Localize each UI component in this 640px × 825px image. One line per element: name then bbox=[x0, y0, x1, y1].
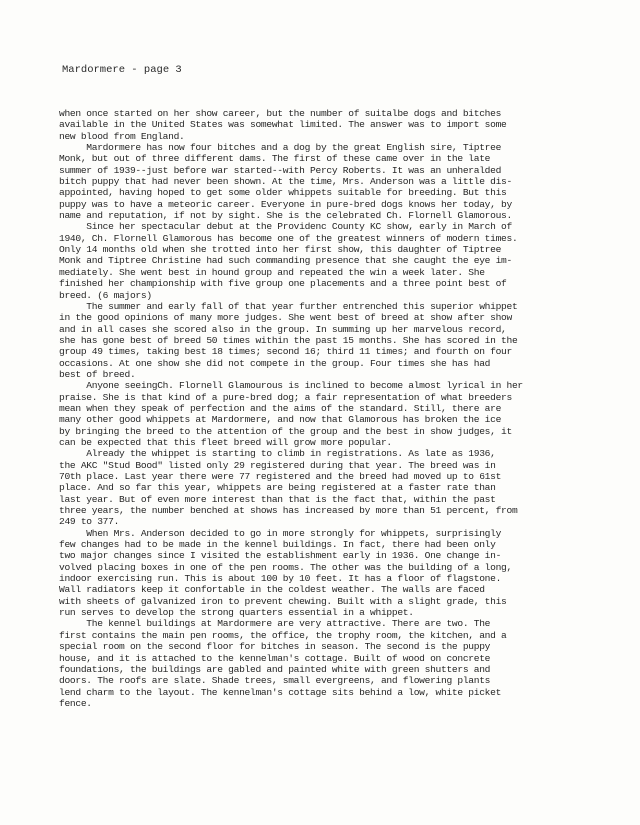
paragraph bbox=[59, 142, 589, 301]
text-line: in the good opinions of many more judges. She went best of breed at show after show bbox=[59, 312, 512, 324]
text-line: special room on the second floor for bitches in season. The second is the puppy bbox=[59, 641, 491, 653]
text-line: lend charm to the layout. The kennelman's cottage sits behind a low, white picket bbox=[59, 686, 502, 698]
text-line: three years, the number benched at shows has increased by more than 51 percent, from bbox=[59, 505, 518, 517]
text-line: Already the whippet is starting to climb in registrations. As late as 1936, bbox=[59, 448, 496, 460]
text-line: fence. bbox=[59, 697, 92, 709]
paragraph bbox=[59, 301, 589, 380]
text-line: bitch puppy that had never been shown. At the time, Mrs. Anderson was a little dis- bbox=[59, 176, 512, 188]
text-line: name and reputation, if not by sight. She is the celebrated Ch. Flornell Glamorous. bbox=[59, 210, 512, 222]
text-line: Only 14 months old when she trotted into her first show, this daughter of Tiptree bbox=[59, 244, 502, 256]
page-header: Mardormere - page 3 bbox=[62, 64, 182, 76]
text-line: mean when they speak of perfection and the aims of the standard. Still, there are bbox=[59, 402, 502, 414]
document-body bbox=[59, 108, 589, 709]
text-line: Anyone seeingCh. Flornell Glamourous is inclined to become almost lyrical in her bbox=[59, 380, 523, 392]
text-line: occasions. At one show she did not compete in the group. Four times she has had bbox=[59, 357, 491, 369]
text-line: 1940, Ch. Flornell Glamorous has become one of the greatest winners of modern times. bbox=[59, 232, 518, 244]
text-line: new blood from England. bbox=[59, 130, 185, 142]
text-line: appointed, having hoped to get some older whippets suitable for breeding. But this bbox=[59, 187, 507, 199]
text-line: by bringing the breed to the attention of the group and the best in show judges, it bbox=[59, 425, 512, 437]
text-line: Wall radiators keep it confortable in the coldest weather. The walls are faced bbox=[59, 584, 485, 596]
text-line: with sheets of galvanized iron to prevent chewing. Built with a slight grade, this bbox=[59, 595, 507, 607]
text-line: when once started on her show career, but the number of suitalbe dogs and bitches bbox=[59, 108, 502, 119]
text-line: and in all cases she scored also in the group. In summing up her marvelous record, bbox=[59, 323, 507, 335]
text-line: 249 to 377. bbox=[59, 516, 120, 528]
text-line: breed. (6 majors) bbox=[59, 289, 152, 301]
text-line: puppy was to have a meteoric career. Everyone in pure-bred dogs knows her today, by bbox=[59, 198, 512, 210]
text-line: Mardormere has now four bitches and a dog by the great English sire, Tiptree bbox=[59, 142, 502, 154]
text-line: volved placing boxes in one of the pen rooms. The other was the building of a long, bbox=[59, 561, 512, 573]
text-line: The summer and early fall of that year further entrenched this superior whippet bbox=[59, 300, 518, 312]
text-line: best of breed. bbox=[59, 368, 136, 380]
paragraph bbox=[59, 528, 589, 710]
text-line: indoor exercising run. This is about 100 by 10 feet. It has a floor of flagstone. bbox=[59, 573, 502, 585]
text-line: When Mrs. Anderson decided to go in more strongly for whippets, surprisingly bbox=[59, 527, 502, 539]
text-line: can be expected that this fleet breed will grow more popular. bbox=[59, 436, 392, 448]
text-line: Since her spectacular debut at the Providenc County KC show, early in March of bbox=[59, 221, 512, 233]
text-line: summer of 1939--just before war started--with Percy Roberts. It was an unheralded bbox=[59, 164, 502, 176]
text-line: praise. She is that kind of a pure-bred dog; a fair representation of what breeders bbox=[59, 391, 512, 403]
text-line: doors. The roofs are slate. Shade trees, small evergreens, and flowering plants bbox=[59, 675, 491, 687]
text-line: group 49 times, taking best 18 times; second 16; third 11 times; and fourth on four bbox=[59, 346, 512, 358]
text-line: two major changes since I visited the establishment early in 1936. One change in- bbox=[59, 550, 502, 562]
text-line: many other good whippets at Mardormere, and now that Glamorous has broken the ice bbox=[59, 414, 502, 426]
text-line: she has gone best of breed 50 times within the past 15 months. She has scored in the bbox=[59, 334, 518, 346]
text-line: foundations, the buildings are gabled and painted white with green shutters and bbox=[59, 663, 491, 675]
text-line: mediately. She went best in hound group and repeated the win a week later. She bbox=[59, 266, 485, 278]
text-line: available in the United States was somewhat limited. The answer was to import some bbox=[59, 119, 507, 131]
text-line: 70th place. Last year there were 77 registered and the breed had moved up to 61st bbox=[59, 471, 502, 482]
text-line: house, and it is attached to the kennelman's cottage. Built of wood on concrete bbox=[59, 652, 491, 664]
text-line: last year. But of even more interest than that is the fact that, within the past bbox=[59, 493, 496, 505]
text-line: few changes had to be made in the kennel buildings. In fact, there had been only bbox=[59, 539, 496, 551]
text-line: Monk and Tiptree Christine had such commanding presence that she caught the eye im- bbox=[59, 255, 512, 267]
text-line: place. And so far this year, whippets are being registered at a faster rate than bbox=[59, 482, 496, 494]
text-line: first contains the main pen rooms, the office, the trophy room, the kitchen, and a bbox=[59, 629, 507, 641]
paragraph bbox=[59, 448, 589, 527]
paragraph bbox=[59, 108, 589, 142]
text-line: The kennel buildings at Mardormere are very attractive. There are two. The bbox=[59, 618, 491, 630]
paragraph bbox=[59, 380, 589, 448]
text-line: Monk, but out of three different dams. The first of these came over in the late bbox=[59, 153, 491, 165]
text-line: finished her championship with five group one placements and a three point best of bbox=[59, 278, 507, 290]
text-line: run serves to develop the strong quarters essential in a whippet. bbox=[59, 607, 414, 619]
text-line: the AKC "Stud Bood" listed only 29 registered during that year. The breed was in bbox=[59, 459, 496, 471]
